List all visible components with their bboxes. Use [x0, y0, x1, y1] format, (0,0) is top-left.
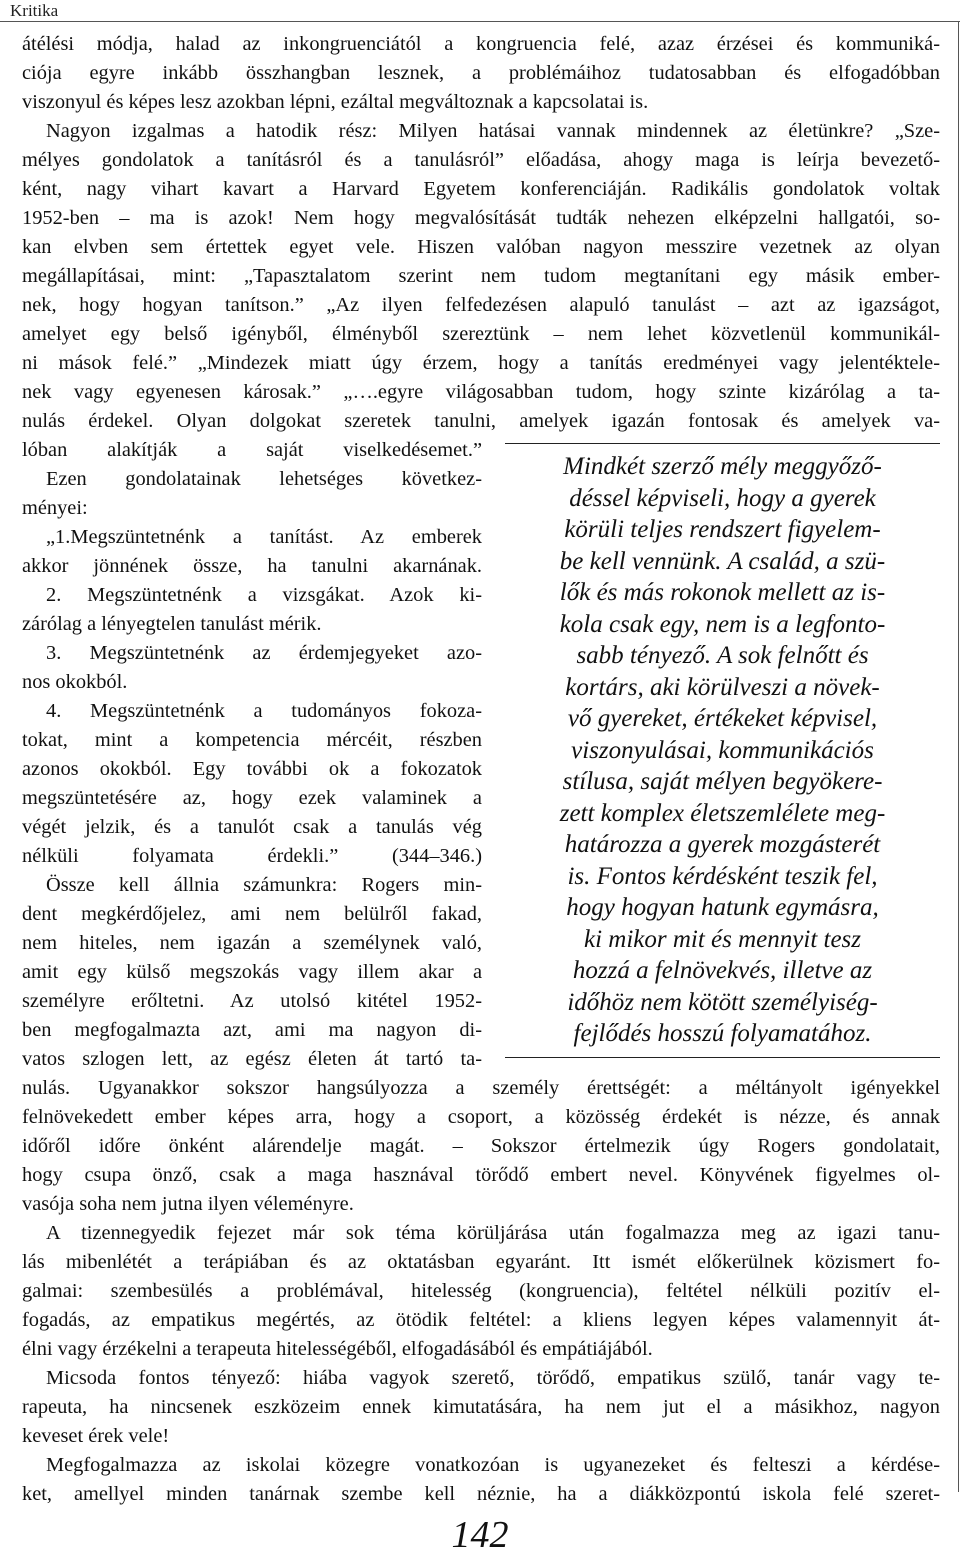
text-line: megszüntetésére az, hogy ezek valaminek a — [22, 787, 482, 809]
pull-quote-rule-top — [505, 443, 940, 444]
text-line: megállapításai, mint: „Tapasztalatom szerint nem tudom megtanítani egy másik ember- — [22, 265, 940, 287]
text-line: nek, hogy hogyan tanítson.” „Az ilyen felfedezésen alapuló tanulást – azt az igazságot, — [22, 294, 940, 316]
text-line: zárólag a lényegtelen tanulást mérik. — [22, 613, 322, 635]
section-label: Kritika — [10, 1, 59, 20]
pull-quote-line: körüli teljes rendszert figyelem- — [564, 516, 881, 543]
page-header — [0, 0, 960, 22]
text-line: időről időre önként alárendelje magát. – Sokszor értelmezik úgy Rogers gondolatait, — [22, 1135, 940, 1157]
pull-quote-line: hogy hogyan hatunk egymásra, — [566, 894, 879, 921]
text-line: nulás. Ugyanakkor sokszor hangsúlyozza a személy érettségét: a méltányolt igényekkel — [22, 1077, 940, 1099]
pull-quote-line: hozzá a felnövekvés, illetve az — [572, 957, 873, 984]
side-rule — [958, 22, 959, 1492]
text-line: amelyet egy belső igényből, élményből szereztünk – nem lehet közvetlenül kommunikál- — [22, 323, 940, 345]
text-line: ciója egyre inkább összhangban lesznek, a problémáihoz tudatosabban és elfogadóbban — [22, 62, 940, 84]
text-line: személyre erőltetni. Az utolsó kitétel 1952- — [22, 990, 482, 1012]
page-number: 142 — [451, 1514, 509, 1556]
text-line: nem hiteles, nem igazán a személynek való, — [22, 932, 482, 954]
pull-quote-line: időhöz nem kötött személyiség- — [567, 988, 878, 1016]
pull-quote-line: ki mikor mit és mennyit tesz — [583, 925, 862, 953]
pull-quote-line: kortárs, aki körülveszi a növek- — [565, 673, 880, 701]
header-rule — [0, 21, 960, 22]
text-line: azonos okokból. Egy további ok a fokozatok — [22, 758, 482, 780]
pull-quote-line: déssel képviseli, hogy a gyerek — [569, 484, 876, 512]
pull-quote-line: is. Fontos kérdésként teszik fel, — [567, 862, 878, 890]
text-line: nek vagy egyenesen károsak.” „….egyre világosabban tudom, hogy szinte kizárólag a ta- — [22, 381, 940, 403]
text-line: Megfogalmazza az iskolai közegre vonatkozóan is ugyanezeket és felteszi a kérdése- — [46, 1454, 940, 1476]
text-line: 3. Megszüntetnénk az érdemjegyeket azo- — [46, 642, 482, 664]
pull-quote-line: határozza a gyerek mozgásterét — [564, 831, 881, 858]
text-line: lás mibenlétét a terápiában és az oktatásban egyaránt. Itt ismét előkerülnek közismert fo- — [22, 1251, 940, 1273]
text-line: Ezen gondolatainak lehetséges következ- — [46, 468, 482, 490]
text-line: átélési módja, halad az inkongruenciától a kongruencia felé, azaz érzései és kommuniká- — [22, 33, 940, 55]
pull-quote-line: sabb tényező. A sok felnőtt és — [576, 642, 869, 669]
text-line: vasója soha nem jutna ilyen véleményre. — [22, 1193, 354, 1215]
text-line: hogy csupa önző, csak a maga hasznával törődő embert nevel. Könyvének figyelmes ol- — [22, 1164, 940, 1186]
pull-quote-line: vő gyereket, értékeket képvisel, — [567, 705, 878, 732]
text-line: dent megkérdőjelez, ami nem belülről fakad, — [22, 903, 482, 925]
text-line: rapeuta, ha nincsenek eszközeim ennek kimutatására, ha nem jut el a másikhoz, nagyon — [22, 1396, 940, 1418]
text-line: nélküli folyamata érdekli.” (344–346.) — [22, 845, 482, 867]
pull-quote — [505, 443, 940, 1058]
text-line: Nagyon izgalmas a hatodik rész: Milyen hatásai vannak mindennek az életünkre? „Sze- — [46, 120, 940, 142]
text-line: lóban alakítják a saját viselkedésemet.” — [22, 439, 482, 461]
text-line: 1952-ben – ma is azok! Nem hogy megvalósítását tudták nehezen elképzelni hallgatói, so- — [22, 207, 940, 229]
text-line: Össze kell állnia számunkra: Rogers min- — [46, 874, 482, 896]
text-line: fogadás, az empatikus megértés, az ötödik feltétel: a kliens legyen képes valamennyit át- — [22, 1309, 940, 1331]
text-line: keveset érek vele! — [22, 1425, 170, 1447]
text-line: mélyes gondolatok a tanításról és a tanulásról” előadása, ahogy maga is leírja bevezető- — [22, 149, 940, 171]
pull-quote-line: be kell vennünk. A család, a szü- — [559, 547, 886, 575]
pull-quote-rule-bottom — [505, 1057, 940, 1058]
text-line: „1.Megszüntetnénk a tanítást. Az emberek — [46, 526, 482, 548]
text-line: vatos szlogen lett, az egész életen át tartó ta- — [22, 1048, 482, 1070]
text-line: végét jelzik, és a tanulót csak a tanulás vég — [22, 816, 482, 838]
text-line: élni vagy érzékelni a terapeuta hitelességéből, elfogadásából és empátiájából. — [22, 1338, 653, 1360]
pull-quote-line: fejlődés hosszú folyamatához. — [573, 1020, 872, 1047]
pull-quote-line: lők és más rokonok mellett az is- — [559, 579, 886, 606]
text-line: felnövekedett ember képes arra, hogy a csoport, a közösség érdekét is nézze, és annak — [22, 1106, 940, 1128]
text-line: kan elvben sem értettek egyet vele. Hiszen valóban nagyon messzire vezetnek az olyan — [22, 236, 940, 258]
text-line: 4. Megszüntetnénk a tudományos fokoza- — [46, 700, 482, 722]
text-line: nos okokból. — [22, 671, 128, 693]
pull-quote-line: kola csak egy, nem is a legfonto- — [559, 610, 886, 638]
text-line: ket, amellyel minden tanárnak szembe kell néznie, ha a diákközpontú iskola felé szeret- — [22, 1483, 940, 1505]
text-line: tokat, mint a kompetencia mércéit, részben — [22, 729, 482, 751]
text-line: Micsoda fontos tényező: hiába vagyok szerető, törődő, empatikus szülő, tanár vagy te- — [46, 1367, 940, 1389]
text-line: ményei: — [22, 497, 88, 519]
pull-quote-line: stílusa, saját mélyen begyökere- — [562, 768, 883, 795]
text-line: galmai: szembesülés a problémával, hitelesség (kongruencia), feltétel nélküli pozitív el- — [22, 1280, 940, 1302]
text-line: nulás érdekel. Olyan dolgokat szeretek tanulni, amelyek igazán fontosak és amelyek va- — [22, 410, 940, 432]
text-line: ként, nagy vihart kavart a Harvard Egyetem konferenciáján. Radikális gondolatok voltak — [22, 178, 940, 200]
text-line: ni mások felé.” „Mindezek miatt úgy érzem, hogy a tanítás eredményei vagy jelentéktele- — [22, 352, 940, 374]
pull-quote-line: zett komplex életszemlélete meg- — [559, 799, 886, 827]
pull-quote-line: Mindkét szerző mély meggyőző- — [563, 453, 882, 480]
text-line: ben megfogalmazta azt, ami ma nagyon di- — [22, 1019, 482, 1041]
text-line: A tizennegyedik fejezet már sok téma körüljárása után fogalmazza meg az igazi tanu- — [46, 1222, 940, 1244]
text-line: viszonyul és képes lesz azokban lépni, ezáltal megváltoznak a kapcsolatai is. — [22, 91, 649, 113]
text-line: amit egy külső megszokás vagy illem akar a — [22, 961, 482, 983]
pull-quote-line: viszonyulásai, kommunikációs — [571, 736, 874, 764]
text-line: akkor jönnének össze, ha tanulni akarnának. — [22, 555, 482, 577]
text-line: 2. Megszüntetnénk a vizsgákat. Azok ki- — [46, 584, 482, 606]
